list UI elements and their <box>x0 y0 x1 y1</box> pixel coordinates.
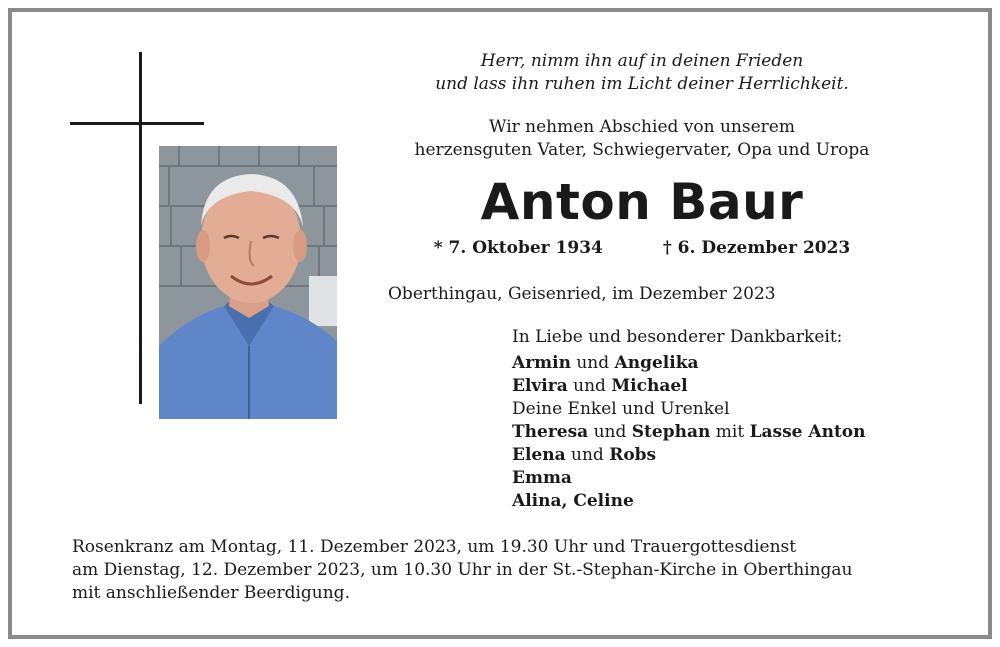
cross-horizontal-bar <box>70 122 204 125</box>
connector-word: und <box>593 422 627 442</box>
notice-line-3: mit anschließender Beerdigung. <box>72 583 350 603</box>
cross-vertical-bar <box>139 52 142 404</box>
deceased-name: Anton Baur <box>480 173 804 231</box>
notice-line-2: am Dienstag, 12. Dezember 2023, um 10.30 Uhr in der St.-Stephan-Kirche in Oberthingau <box>72 560 853 580</box>
family-row <box>512 375 866 398</box>
connector-word: und <box>573 376 606 396</box>
farewell-intro <box>392 116 892 162</box>
family-row <box>512 421 866 444</box>
family-member: Alina, Celine <box>512 491 634 511</box>
family-row <box>512 444 866 467</box>
family-member: Emma <box>512 468 572 488</box>
family-row-grandchildren: Deine Enkel und Urenkel <box>512 399 730 419</box>
connector-word: mit <box>715 422 745 442</box>
family-member: Elena <box>512 445 566 465</box>
family-member: Michael <box>611 376 688 396</box>
verse-line-1: Herr, nimm ihn auf in deinen Frieden <box>480 51 804 71</box>
family-row <box>512 352 866 375</box>
service-notice <box>72 536 853 605</box>
family-member: Angelika <box>614 353 699 373</box>
place-and-date: Oberthingau, Geisenried, im Dezember 2023 <box>388 284 776 304</box>
family-member: Elvira <box>512 376 568 396</box>
verse-line-2: und lass ihn ruhen im Licht deiner Herrlichkeit. <box>435 74 849 94</box>
family-row <box>512 467 866 490</box>
intro-line-2: herzensguten Vater, Schwiegervater, Opa und Uropa <box>414 140 870 160</box>
thanks-line: In Liebe und besonderer Dankbarkeit: <box>512 327 843 347</box>
life-dates <box>392 236 892 260</box>
notice-line-1: Rosenkranz am Montag, 11. Dezember 2023, um 19.30 Uhr und Trauergottesdienst <box>72 537 797 557</box>
connector-word: und <box>571 445 604 465</box>
family-member: Theresa <box>512 422 589 442</box>
bible-verse <box>392 50 892 96</box>
family-member: Stephan <box>631 422 711 442</box>
obituary-frame <box>8 8 992 639</box>
portrait-photo <box>159 146 337 419</box>
death-date: † 6. Dezember 2023 <box>662 238 851 258</box>
connector-word: und <box>576 353 610 373</box>
family-list <box>512 352 866 513</box>
family-member: Robs <box>609 445 657 465</box>
family-member: Lasse Anton <box>749 422 866 442</box>
birth-date: * 7. Oktober 1934 <box>433 238 603 258</box>
family-row <box>512 490 866 513</box>
intro-line-1: Wir nehmen Abschied von unserem <box>489 117 795 137</box>
family-member: Armin <box>512 353 571 373</box>
